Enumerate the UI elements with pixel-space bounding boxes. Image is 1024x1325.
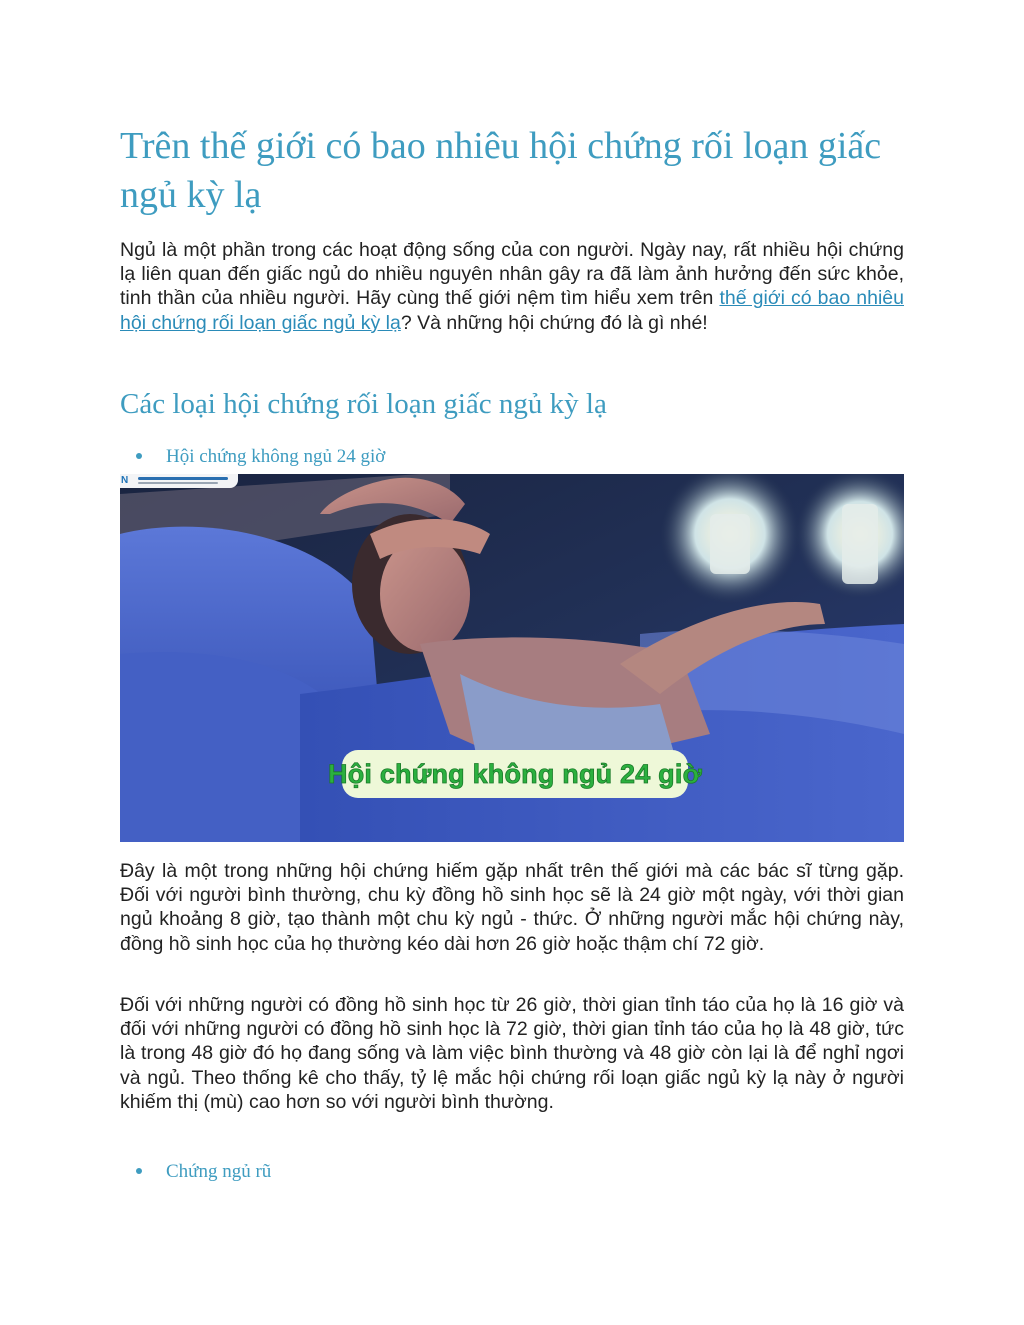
bullet-icon [136, 453, 142, 459]
logo-mark-bar [138, 482, 218, 484]
list-item-label: Hội chứng không ngủ 24 giờ [166, 446, 386, 467]
list-item-label: Chứng ngủ rũ [166, 1161, 272, 1182]
intro-text-end: ? Và những hội chứng đó là gì nhé! [400, 311, 708, 334]
bullet-icon [136, 1168, 142, 1174]
article-link[interactable]: thế giới có bao nhiêu hội chứng rối loạn giấc ngủ kỳ lạ [120, 287, 904, 334]
list-item [136, 445, 385, 469]
brand-icon: N [121, 475, 129, 486]
list-item [136, 1160, 271, 1184]
intro-text: Ngủ là một phần trong các hoạt động sống của con người. Ngày nay, rất nhiều hội chứng lạ liên quan đến giấc ngủ do nhiều nguyên nhân gây ra đã làm ảnh hưởng đến sức khỏe, tinh thần của nhiều người. Hãy cùng thế giới nệm tìm hiểu xem trên [120, 239, 904, 310]
logo-mark-bar [138, 477, 228, 480]
section-heading: Các loại hội chứng rối loạn giấc ngủ kỳ lạ [120, 388, 607, 420]
logo [120, 474, 238, 488]
intro-paragraph [120, 238, 904, 335]
paragraph: Đối với những người có đồng hồ sinh học từ 26 giờ, thời gian tỉnh táo của họ là 16 giờ và đối với những người có đồng hồ sinh học là 72 giờ, thời gian tỉnh táo của họ là 48 giờ, tức là trong 48 giờ đó họ đang sống và làm việc bình thường và 48 giờ còn lại là để nghỉ ngơi và ngủ. Theo thống kê cho thấy, tỷ lệ mắc hội chứng rối loạn giấc ngủ kỳ lạ này ở người khiếm thị (mù) cao hơn so với người bình thường. [120, 994, 904, 1113]
paragraph: Đây là một trong những hội chứng hiếm gặp nhất trên thế giới mà các bác sĩ từng gặp. Đối với người bình thường, chu kỳ đồng hồ sinh học sẽ là 24 giờ một ngày, với thời gian ngủ khoảng 8 giờ, tạo thành một chu kỳ ngủ - thức. Ở những người mắc hội chứng này, đồng hồ sinh học của họ thường kéo dài hơn 26 giờ hoặc thậm chí 72 giờ. [120, 860, 904, 955]
article-image [120, 474, 904, 842]
image-caption: Hội chứng không ngủ 24 giờ [342, 750, 688, 798]
article-title: Trên thế giới có bao nhiêu hội chứng rối loạn giấc ngủ kỳ lạ [120, 125, 882, 216]
